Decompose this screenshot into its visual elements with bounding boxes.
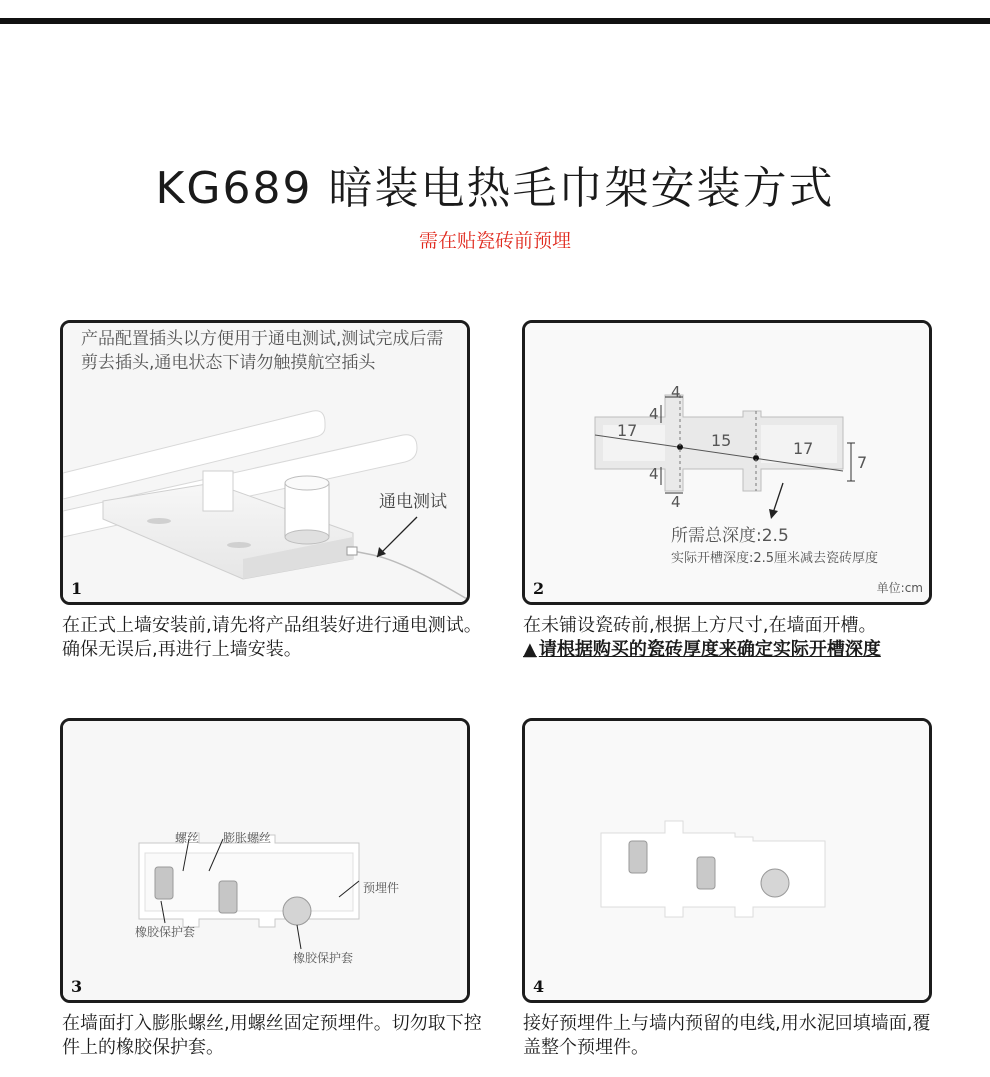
screw-label: 螺丝 [175, 831, 200, 845]
unit-label: 单位:cm [876, 581, 923, 595]
dim-bottom-height: 4 [649, 465, 659, 483]
step-number: 2 [533, 579, 545, 598]
step-1-note: 产品配置插头以方便用于通电测试,测试完成后需剪去插头,通电状态下请勿触摸航空插头 [81, 329, 444, 373]
embedded-part-label: 预埋件 [363, 881, 400, 895]
dim-top-width: 4 [671, 383, 681, 401]
step-4-panel [522, 718, 932, 1003]
step-3-panel [60, 718, 470, 1003]
step-4-caption: 接好预埋件上与墙内预留的电线,用水泥回填墙面,覆盖整个预埋件。 [523, 1013, 931, 1058]
step-2-warning [523, 638, 943, 662]
top-bar [0, 18, 990, 24]
actual-depth-label: 实际开槽深度:2.5厘米减去瓷砖厚度 [671, 551, 879, 566]
page-subtitle: 需在贴瓷砖前预埋 [418, 230, 571, 252]
cement-fill-illustration [525, 721, 929, 1000]
step-1-panel [60, 320, 470, 605]
dim-height: 7 [857, 453, 868, 472]
expansion-screw-label: 膨胀螺丝 [223, 831, 272, 845]
total-depth-label: 所需总深度:2.5 [671, 526, 789, 546]
step-2-caption: 在未铺设瓷砖前,根据上方尺寸,在墙面开槽。 [523, 615, 877, 636]
rubber-sleeve-label-1: 橡胶保护套 [135, 925, 196, 939]
step-number: 3 [71, 977, 83, 996]
step-3-caption: 在墙面打入膨胀螺丝,用螺丝固定预埋件。切勿取下控件上的橡胶保护套。 [62, 1013, 482, 1058]
warning-icon: ▲ [523, 639, 537, 660]
step-number: 4 [533, 977, 545, 996]
embed-fixing-illustration [63, 721, 467, 1000]
step-2-warning-text: 请根据购买的瓷砖厚度来确定实际开槽深度 [538, 639, 881, 660]
dim-bottom-width: 4 [671, 493, 681, 511]
page-title: KG689 暗装电热毛巾架安装方式 [155, 163, 835, 214]
dim-left-length: 17 [617, 421, 638, 440]
dim-top-height: 4 [649, 405, 659, 423]
rubber-sleeve-label-2: 橡胶保护套 [293, 951, 354, 965]
dim-middle-length: 15 [711, 431, 732, 450]
step-1-caption: 在正式上墙安装前,请先将产品组装好进行通电测试。确保无误后,再进行上墙安装。 [62, 615, 482, 660]
step-number: 1 [71, 579, 83, 598]
dim-right-length: 17 [793, 439, 814, 458]
power-test-label: 通电测试 [379, 492, 447, 512]
step-2-panel [522, 320, 932, 605]
